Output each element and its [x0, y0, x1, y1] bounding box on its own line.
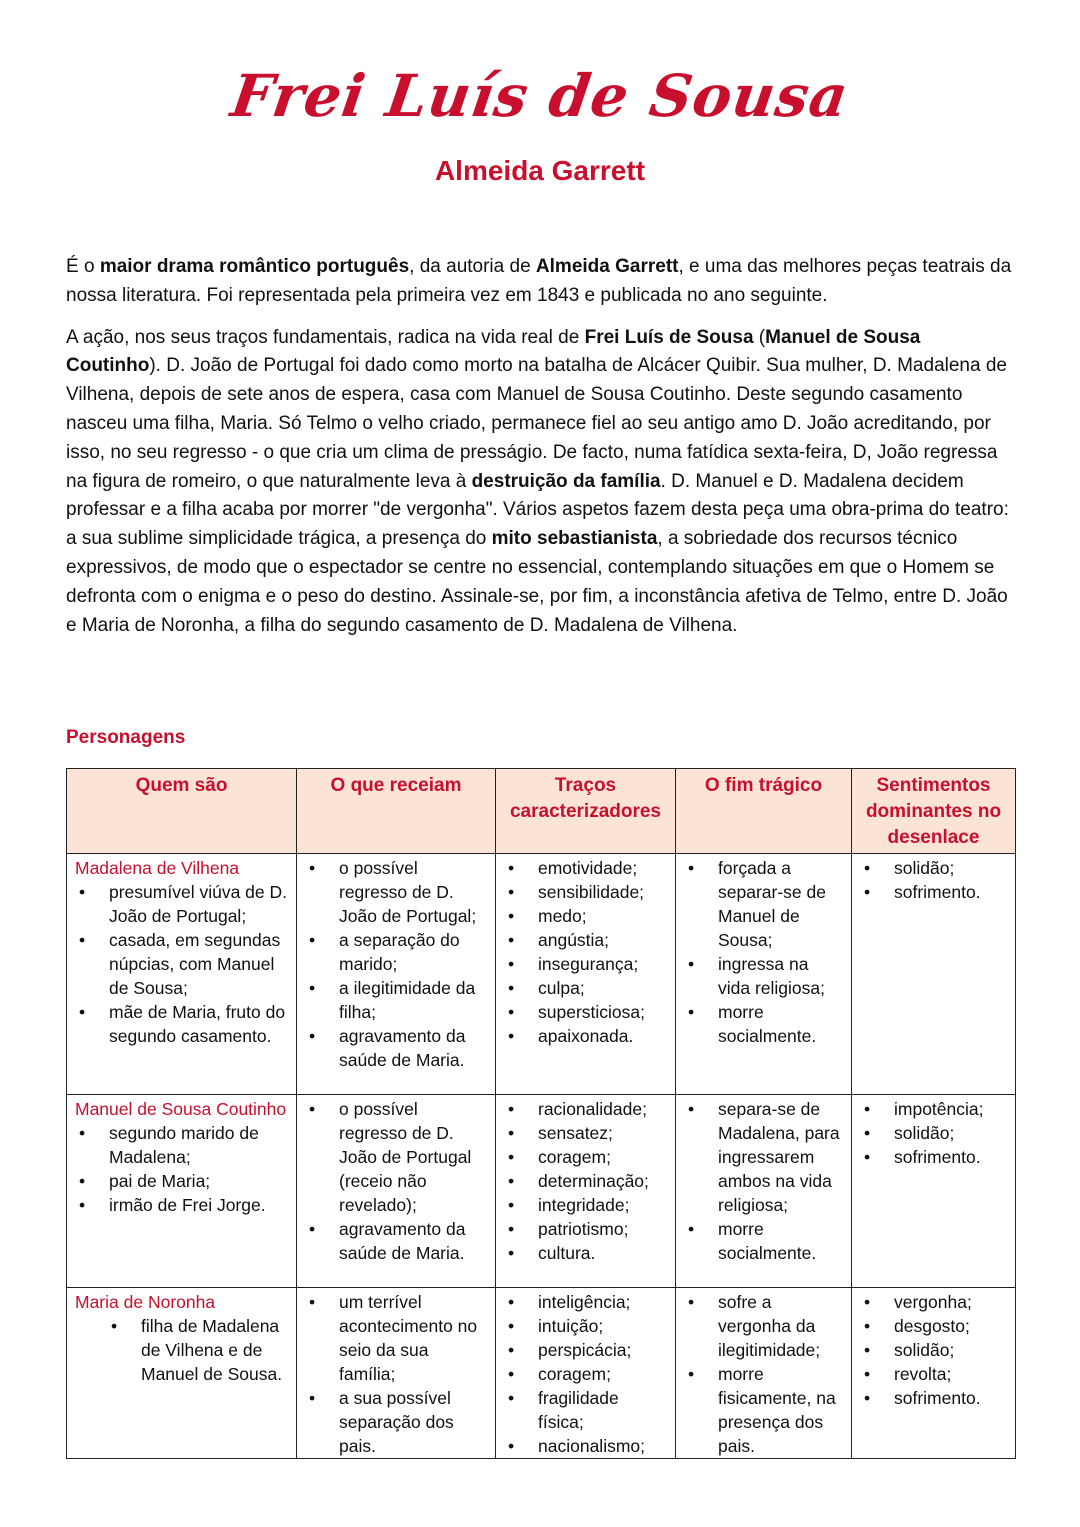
- list-item: • filha de Madalena de Vilhena e de Manuel de Sousa.: [75, 1314, 288, 1386]
- list-item: • desgosto;: [860, 1314, 1007, 1338]
- table-cell-who: [67, 1095, 297, 1288]
- column-header: O que receiam: [297, 769, 496, 854]
- bullet-list: [305, 856, 487, 1072]
- bullet-list: [504, 1097, 667, 1265]
- bullet-list: [75, 1314, 288, 1386]
- list-item: • sofrimento.: [860, 880, 1007, 904]
- list-item: • separa-se de Madalena, para ingressarem ambos na vida religiosa;: [684, 1097, 843, 1217]
- list-item: • medo;: [504, 904, 667, 928]
- list-item: • determinação;: [504, 1169, 667, 1193]
- list-item: • impotência;: [860, 1097, 1007, 1121]
- list-item: • racionalidade;: [504, 1097, 667, 1121]
- list-item: • agravamento da saúde de Maria.: [305, 1217, 487, 1265]
- character-name: Manuel de Sousa Coutinho: [75, 1099, 287, 1119]
- bullet-list: [684, 1290, 843, 1458]
- list-item: • inteligência;: [504, 1290, 667, 1314]
- section-heading-personagens: Personagens: [66, 727, 186, 748]
- table-cell-who: [67, 1288, 297, 1459]
- column-header: Quem são: [67, 769, 297, 854]
- bullet-list: [684, 856, 843, 1048]
- list-item: • morre socialmente.: [684, 1217, 843, 1265]
- list-item: • pai de Maria;: [75, 1169, 288, 1193]
- list-item: • a ilegitimidade da filha;: [305, 976, 487, 1024]
- bullet-list: [75, 1121, 288, 1217]
- list-item: • angústia;: [504, 928, 667, 952]
- list-item: • solidão;: [860, 1338, 1007, 1362]
- table-cell-feelings: [852, 1095, 1016, 1288]
- table-cell-feelings: [852, 1288, 1016, 1459]
- column-header: O fim trágico: [676, 769, 852, 854]
- list-item: • solidão;: [860, 1121, 1007, 1145]
- bullet-list: [860, 1290, 1007, 1410]
- table-row: [67, 1288, 1016, 1459]
- list-item: • presumível viúva de D. João de Portugal;: [75, 880, 288, 928]
- characters-table: [66, 768, 1016, 1459]
- list-item: • sensibilidade;: [504, 880, 667, 904]
- list-item: • perspicácia;: [504, 1338, 667, 1362]
- list-item: • a sua possível separação dos pais.: [305, 1386, 487, 1458]
- list-item: • ingressa na vida religiosa;: [684, 952, 843, 1000]
- column-header: Sentimentos dominantes no desenlace: [852, 769, 1016, 854]
- table-cell-fears: [297, 1288, 496, 1459]
- list-item: • vergonha;: [860, 1290, 1007, 1314]
- table-cell-fears: [297, 854, 496, 1095]
- column-header: Traços caracterizadores: [496, 769, 676, 854]
- bullet-list: [75, 880, 288, 1048]
- list-item: • sofrimento.: [860, 1145, 1007, 1169]
- bullet-list: [504, 1290, 667, 1458]
- bullet-list: [684, 1097, 843, 1265]
- list-item: • apaixonada.: [504, 1024, 667, 1048]
- bullet-list: [860, 856, 1007, 904]
- table-cell-fears: [297, 1095, 496, 1288]
- list-item: • fragilidade física;: [504, 1386, 667, 1434]
- table-header-row: [67, 769, 1016, 854]
- list-item: • intuição;: [504, 1314, 667, 1338]
- list-item: • integridade;: [504, 1193, 667, 1217]
- list-item: • nacionalismo;: [504, 1434, 667, 1458]
- table-cell-end: [676, 1095, 852, 1288]
- intro-text: [66, 253, 1018, 653]
- bullet-list: [860, 1097, 1007, 1169]
- list-item: • a separação do marido;: [305, 928, 487, 976]
- list-item: • revolta;: [860, 1362, 1007, 1386]
- document-title: Frei Luís de Sousa: [227, 62, 853, 130]
- author-name: Almeida Garrett: [434, 155, 646, 186]
- list-item: • supersticiosa;: [504, 1000, 667, 1024]
- character-name: Maria de Noronha: [75, 1292, 216, 1312]
- list-item: • forçada a separar-se de Manuel de Sousa;: [684, 856, 843, 952]
- intro-paragraph-2: A ação, nos seus traços fundamentais, radica na vida real de Frei Luís de Sousa (Manuel de Sousa Coutinho). D. João de Portugal foi dado como morto na batalha de Alcácer Quibir. Sua mulher, D. Madalena de Vilhena, depois de sete anos de espera, casa com Manuel de Sousa Coutinho. Deste segundo casamento nasceu uma filha, Maria. Só Telmo o velho criado, permanece fiel ao seu antigo amo D. João acreditando, por isso, no seu regresso - o que cria um clima de presságio. De facto, numa fatídica sexta-feira, D, João regressa na figura de romeiro, o que naturalmente leva à destruição da família. D. Manuel e D. Madalena decidem professar e a filha acaba por morrer "de vergonha". Vários aspetos fazem desta peça uma obra-prima do teatro: a sua sublime simplicidade trágica, a presença do mito sebastianista, a sobriedade dos recursos técnico expressivos, de modo que o espectador se centre no essencial, contemplando situações em que o Homem se defronta com o enigma e o peso do destino. Assinale-se, por fim, a inconstância afetiva de Telmo, entre D. João e Maria de Noronha, a filha do segundo casamento de D. Madalena de Vilhena.: [66, 326, 1009, 636]
- list-item: • morre fisicamente, na presença dos pais.: [684, 1362, 843, 1458]
- table-row: [67, 854, 1016, 1095]
- list-item: • irmão de Frei Jorge.: [75, 1193, 288, 1217]
- intro-paragraph-1: É o maior drama romântico português, da autoria de Almeida Garrett, e uma das melhores peças teatrais da nossa literatura. Foi representada pela primeira vez em 1843 e publicada no ano seguinte.: [66, 256, 1012, 306]
- list-item: • sofre a vergonha da ilegitimidade;: [684, 1290, 843, 1362]
- bullet-list: [305, 1097, 487, 1265]
- table-cell-traits: [496, 854, 676, 1095]
- list-item: • patriotismo;: [504, 1217, 667, 1241]
- bullet-list: [504, 856, 667, 1048]
- list-item: • insegurança;: [504, 952, 667, 976]
- table-cell-end: [676, 854, 852, 1095]
- list-item: • emotividade;: [504, 856, 667, 880]
- bullet-list: [305, 1290, 487, 1458]
- list-item: • coragem;: [504, 1145, 667, 1169]
- table-cell-feelings: [852, 854, 1016, 1095]
- table-row: [67, 1095, 1016, 1288]
- list-item: • sensatez;: [504, 1121, 667, 1145]
- list-item: • mãe de Maria, fruto do segundo casamento.: [75, 1000, 288, 1048]
- list-item: • um terrível acontecimento no seio da sua família;: [305, 1290, 487, 1386]
- list-item: • o possível regresso de D. João de Portugal;: [305, 856, 487, 928]
- list-item: • coragem;: [504, 1362, 667, 1386]
- table-cell-end: [676, 1288, 852, 1459]
- list-item: • agravamento da saúde de Maria.: [305, 1024, 487, 1072]
- list-item: • sofrimento.: [860, 1386, 1007, 1410]
- table-body: [67, 854, 1016, 1459]
- list-item: • o possível regresso de D. João de Portugal (receio não revelado);: [305, 1097, 487, 1217]
- list-item: • casada, em segundas núpcias, com Manuel de Sousa;: [75, 928, 288, 1000]
- list-item: • culpa;: [504, 976, 667, 1000]
- character-name: Madalena de Vilhena: [75, 858, 240, 878]
- list-item: • segundo marido de Madalena;: [75, 1121, 288, 1169]
- list-item: • solidão;: [860, 856, 1007, 880]
- table-cell-who: [67, 854, 297, 1095]
- list-item: • morre socialmente.: [684, 1000, 843, 1048]
- table-cell-traits: [496, 1288, 676, 1459]
- table-cell-traits: [496, 1095, 676, 1288]
- list-item: • cultura.: [504, 1241, 667, 1265]
